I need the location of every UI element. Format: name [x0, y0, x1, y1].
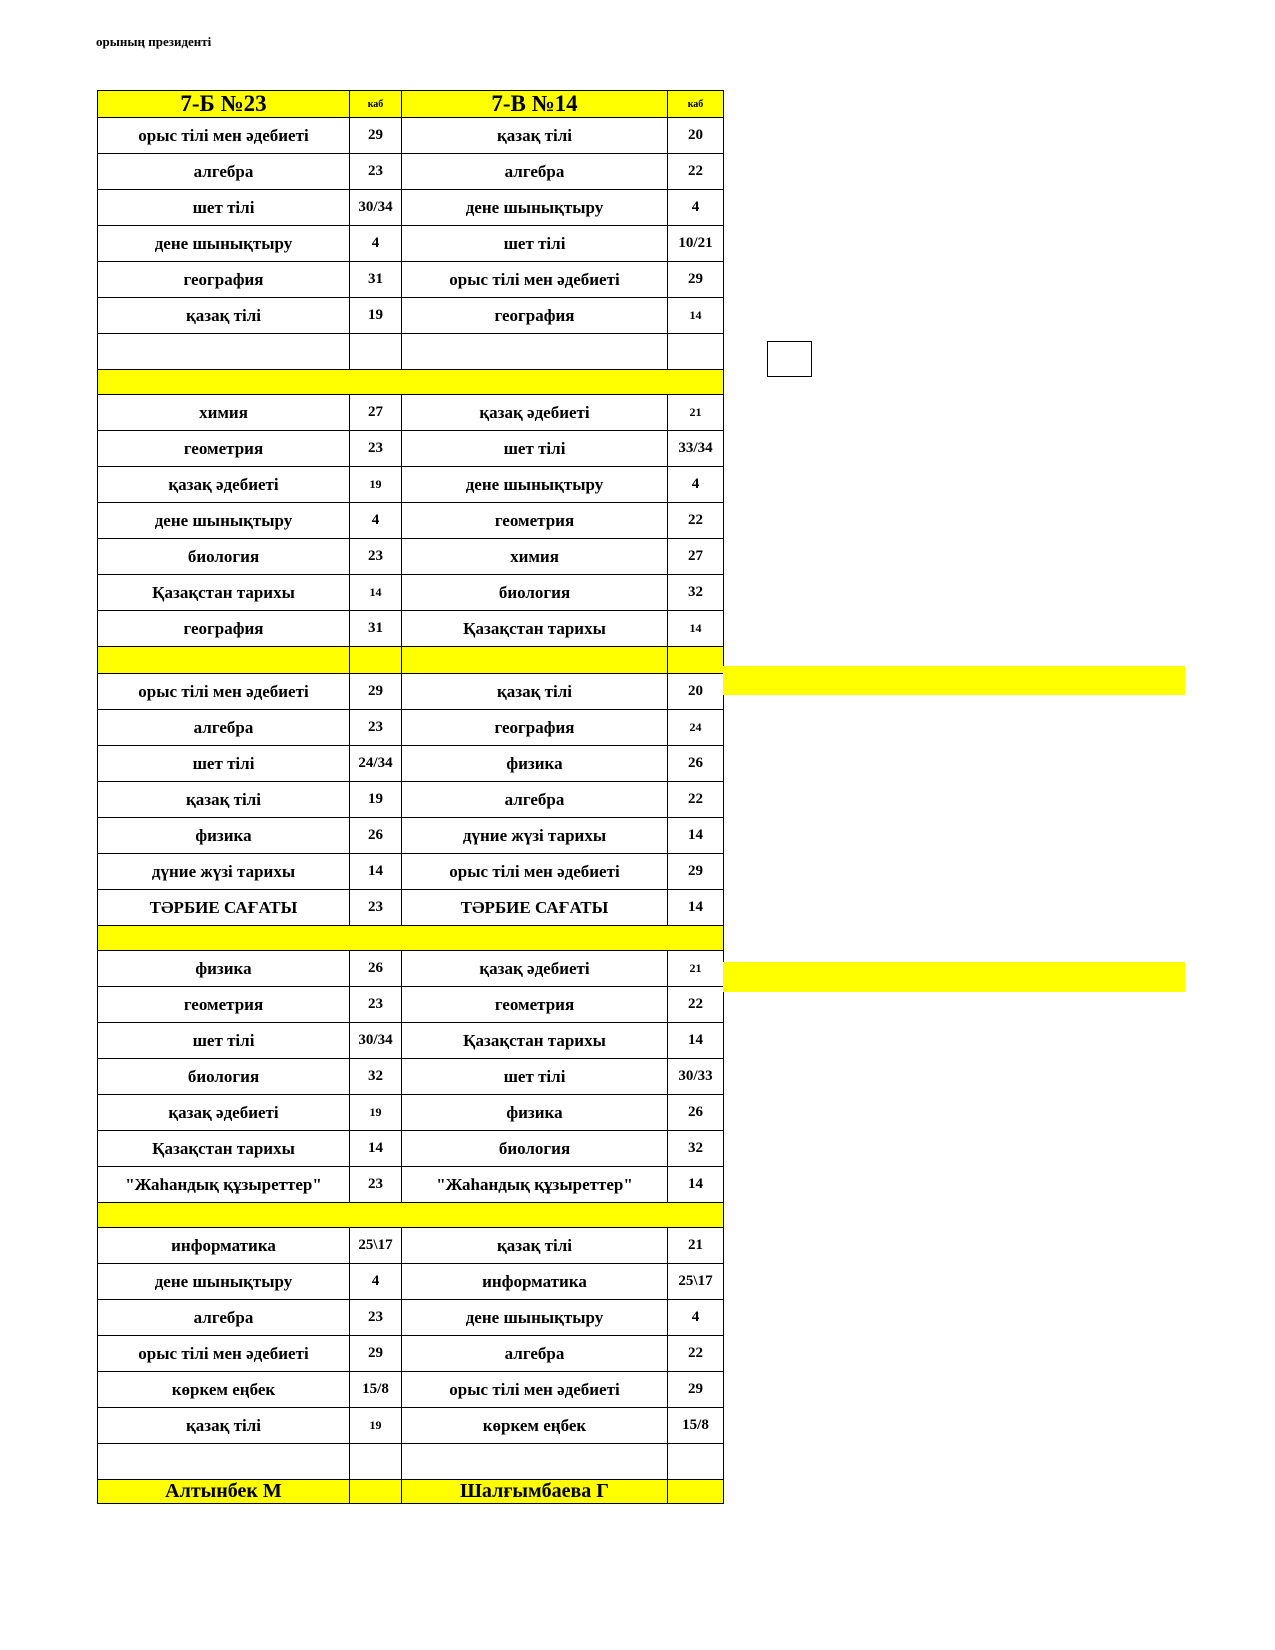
class-a-title: 7-Б №23 [98, 91, 350, 118]
lesson-row [98, 190, 724, 226]
room-b: 22 [668, 782, 724, 818]
lesson-row [98, 746, 724, 782]
header-row [98, 91, 724, 118]
room-b: 14 [668, 1023, 724, 1059]
lesson-row [98, 431, 724, 467]
room-b: 4 [668, 1300, 724, 1336]
subject-b: дене шынықтыру [402, 1300, 668, 1336]
room-a: 32 [350, 1059, 402, 1095]
room-b: 14 [668, 890, 724, 926]
lesson-row [98, 1336, 724, 1372]
subject-a [98, 334, 350, 370]
subject-b: физика [402, 746, 668, 782]
room-a: 25\17 [350, 1228, 402, 1264]
lesson-row [98, 782, 724, 818]
subject-b: география [402, 298, 668, 334]
lesson-row [98, 1023, 724, 1059]
room-a: 4 [350, 1264, 402, 1300]
subject-a [98, 1444, 350, 1480]
separator-cell [98, 926, 724, 951]
subject-a: физика [98, 818, 350, 854]
lesson-row [98, 154, 724, 190]
room-a: 15/8 [350, 1372, 402, 1408]
room-b: 21 [668, 1228, 724, 1264]
subject-a: дене шынықтыру [98, 226, 350, 262]
room-b: 10/21 [668, 226, 724, 262]
lesson-row [98, 710, 724, 746]
day-separator [98, 647, 724, 674]
day-separator [98, 926, 724, 951]
subject-b: шет тілі [402, 1059, 668, 1095]
subject-a: шет тілі [98, 746, 350, 782]
subject-a: география [98, 262, 350, 298]
kab-b-label: каб [668, 91, 724, 118]
subject-b: қазақ әдебиеті [402, 395, 668, 431]
subject-a: қазақ әдебиеті [98, 467, 350, 503]
room-b: 14 [668, 611, 724, 647]
footer-empty [350, 1480, 402, 1504]
subject-a: алгебра [98, 710, 350, 746]
separator-cell [402, 647, 668, 674]
subject-a: дүние жүзі тарихы [98, 854, 350, 890]
day-separator [98, 1203, 724, 1228]
lesson-row [98, 611, 724, 647]
room-b: 32 [668, 575, 724, 611]
lesson-row [98, 1300, 724, 1336]
subject-a: Қазақстан тарихы [98, 1131, 350, 1167]
subject-a: алгебра [98, 1300, 350, 1336]
room-b: 29 [668, 854, 724, 890]
separator-cell [350, 647, 402, 674]
lesson-row [98, 575, 724, 611]
empty-cell-box [767, 341, 812, 377]
room-b: 22 [668, 987, 724, 1023]
subject-a: қазақ тілі [98, 298, 350, 334]
subject-a: биология [98, 1059, 350, 1095]
room-b: 26 [668, 1095, 724, 1131]
subject-a: қазақ тілі [98, 1408, 350, 1444]
room-b: 24 [668, 710, 724, 746]
subject-a: дене шынықтыру [98, 1264, 350, 1300]
room-a: 4 [350, 503, 402, 539]
lesson-row [98, 1131, 724, 1167]
room-a: 14 [350, 854, 402, 890]
room-a: 19 [350, 1408, 402, 1444]
subject-a: алгебра [98, 154, 350, 190]
lesson-row [98, 539, 724, 575]
room-a [350, 334, 402, 370]
room-b: 30/33 [668, 1059, 724, 1095]
room-b: 33/34 [668, 431, 724, 467]
room-a: 23 [350, 1167, 402, 1203]
schedule-table [97, 90, 724, 1504]
room-a: 29 [350, 674, 402, 710]
subject-b: орыс тілі мен әдебиеті [402, 1372, 668, 1408]
subject-b: геометрия [402, 503, 668, 539]
room-a: 30/34 [350, 1023, 402, 1059]
subject-a: орыс тілі мен әдебиеті [98, 674, 350, 710]
room-a: 19 [350, 782, 402, 818]
lesson-row [98, 1095, 724, 1131]
lesson-row [98, 987, 724, 1023]
subject-b: қазақ тілі [402, 674, 668, 710]
lesson-row [98, 951, 724, 987]
room-a: 14 [350, 1131, 402, 1167]
room-a: 4 [350, 226, 402, 262]
class-b-title: 7-В №14 [402, 91, 668, 118]
subject-b: география [402, 710, 668, 746]
subject-b: биология [402, 575, 668, 611]
room-a: 29 [350, 118, 402, 154]
lesson-row [98, 503, 724, 539]
subject-b: орыс тілі мен әдебиеті [402, 854, 668, 890]
room-b: 27 [668, 539, 724, 575]
subject-b: дене шынықтыру [402, 190, 668, 226]
subject-a: шет тілі [98, 1023, 350, 1059]
lesson-row [98, 298, 724, 334]
separator-cell [668, 647, 724, 674]
lesson-row [98, 262, 724, 298]
separator-cell [98, 647, 350, 674]
room-a: 23 [350, 1300, 402, 1336]
footer-empty [668, 1480, 724, 1504]
subject-a: көркем еңбек [98, 1372, 350, 1408]
subject-b: Қазақстан тарихы [402, 611, 668, 647]
subject-a: орыс тілі мен әдебиеті [98, 1336, 350, 1372]
subject-b: шет тілі [402, 226, 668, 262]
subject-b: дене шынықтыру [402, 467, 668, 503]
subject-b: ТӘРБИЕ САҒАТЫ [402, 890, 668, 926]
subject-b: дүние жүзі тарихы [402, 818, 668, 854]
highlight-band-1 [723, 666, 1185, 695]
page-caption: орының президенті [96, 34, 212, 49]
lesson-row [98, 334, 724, 370]
room-b: 20 [668, 118, 724, 154]
subject-b: алгебра [402, 154, 668, 190]
footer-row [98, 1480, 724, 1504]
lesson-row [98, 226, 724, 262]
room-b: 4 [668, 190, 724, 226]
room-b: 29 [668, 262, 724, 298]
kab-a-label: каб [350, 91, 402, 118]
teacher-b: Шалғымбаева Г [402, 1480, 668, 1504]
subject-a: химия [98, 395, 350, 431]
lesson-row [98, 890, 724, 926]
subject-a: орыс тілі мен әдебиеті [98, 118, 350, 154]
subject-b: шет тілі [402, 431, 668, 467]
lesson-row [98, 395, 724, 431]
room-b [668, 334, 724, 370]
subject-b: орыс тілі мен әдебиеті [402, 262, 668, 298]
subject-b [402, 1444, 668, 1480]
room-a: 23 [350, 539, 402, 575]
room-a: 24/34 [350, 746, 402, 782]
subject-a: Қазақстан тарихы [98, 575, 350, 611]
subject-b: қазақ әдебиеті [402, 951, 668, 987]
room-b: 14 [668, 1167, 724, 1203]
lesson-row [98, 854, 724, 890]
lesson-row [98, 1264, 724, 1300]
room-a: 31 [350, 262, 402, 298]
room-b: 22 [668, 1336, 724, 1372]
subject-b: физика [402, 1095, 668, 1131]
room-b: 25\17 [668, 1264, 724, 1300]
day-separator [98, 370, 724, 395]
room-b: 20 [668, 674, 724, 710]
subject-a: геометрия [98, 987, 350, 1023]
room-b: 21 [668, 951, 724, 987]
lesson-row [98, 1167, 724, 1203]
room-b: 4 [668, 467, 724, 503]
subject-b: Қазақстан тарихы [402, 1023, 668, 1059]
room-a: 27 [350, 395, 402, 431]
lesson-row [98, 1372, 724, 1408]
room-a: 23 [350, 710, 402, 746]
room-a [350, 1444, 402, 1480]
room-a: 19 [350, 1095, 402, 1131]
subject-a: информатика [98, 1228, 350, 1264]
room-b: 22 [668, 503, 724, 539]
room-a: 30/34 [350, 190, 402, 226]
room-b: 29 [668, 1372, 724, 1408]
lesson-row [98, 1408, 724, 1444]
room-b: 21 [668, 395, 724, 431]
subject-b: геометрия [402, 987, 668, 1023]
lesson-row [98, 467, 724, 503]
lesson-row [98, 818, 724, 854]
room-b: 32 [668, 1131, 724, 1167]
lesson-row [98, 1228, 724, 1264]
subject-a: "Жаһандық құзыреттер" [98, 1167, 350, 1203]
room-a: 14 [350, 575, 402, 611]
lesson-row [98, 674, 724, 710]
room-a: 23 [350, 154, 402, 190]
room-b [668, 1444, 724, 1480]
room-a: 26 [350, 951, 402, 987]
room-a: 29 [350, 1336, 402, 1372]
subject-b: алгебра [402, 782, 668, 818]
subject-a: ТӘРБИЕ САҒАТЫ [98, 890, 350, 926]
subject-a: қазақ тілі [98, 782, 350, 818]
room-b: 15/8 [668, 1408, 724, 1444]
lesson-row [98, 1444, 724, 1480]
subject-b: қазақ тілі [402, 118, 668, 154]
subject-a: дене шынықтыру [98, 503, 350, 539]
subject-a: геометрия [98, 431, 350, 467]
subject-b: биология [402, 1131, 668, 1167]
room-b: 22 [668, 154, 724, 190]
room-b: 14 [668, 818, 724, 854]
subject-b [402, 334, 668, 370]
room-a: 19 [350, 298, 402, 334]
separator-cell [98, 370, 724, 395]
lesson-row [98, 1059, 724, 1095]
subject-a: қазақ әдебиеті [98, 1095, 350, 1131]
schedule-body [98, 91, 724, 1504]
subject-a: физика [98, 951, 350, 987]
subject-b: алгебра [402, 1336, 668, 1372]
room-a: 23 [350, 987, 402, 1023]
room-a: 23 [350, 431, 402, 467]
room-a: 19 [350, 467, 402, 503]
room-a: 23 [350, 890, 402, 926]
room-b: 14 [668, 298, 724, 334]
separator-cell [98, 1203, 724, 1228]
subject-b: химия [402, 539, 668, 575]
room-a: 26 [350, 818, 402, 854]
room-a: 31 [350, 611, 402, 647]
subject-a: шет тілі [98, 190, 350, 226]
room-b: 26 [668, 746, 724, 782]
subject-b: көркем еңбек [402, 1408, 668, 1444]
lesson-row [98, 118, 724, 154]
subject-a: география [98, 611, 350, 647]
subject-a: биология [98, 539, 350, 575]
subject-b: информатика [402, 1264, 668, 1300]
teacher-a: Алтынбек М [98, 1480, 350, 1504]
subject-b: "Жаһандық құзыреттер" [402, 1167, 668, 1203]
highlight-band-2 [723, 962, 1185, 992]
subject-b: қазақ тілі [402, 1228, 668, 1264]
